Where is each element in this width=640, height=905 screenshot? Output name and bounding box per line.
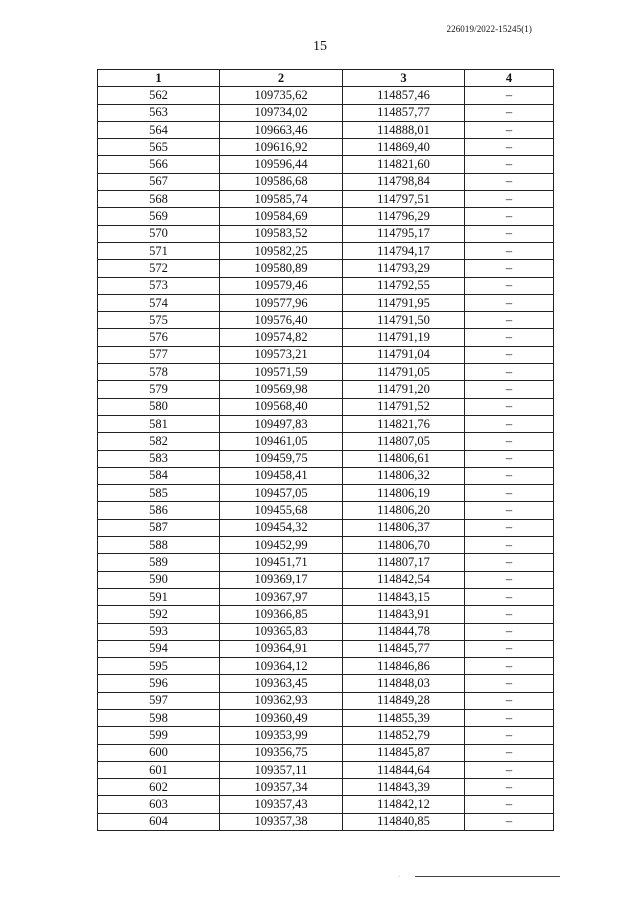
note-cell: –: [465, 761, 554, 778]
note-cell: –: [465, 104, 554, 121]
table-row: [98, 658, 554, 675]
note-cell: –: [465, 675, 554, 692]
note-cell: –: [465, 571, 554, 588]
x-coordinate-cell: 109452,99: [220, 537, 343, 554]
point-number-cell: 594: [98, 640, 220, 657]
table-row: [98, 381, 554, 398]
note-cell: –: [465, 173, 554, 190]
x-coordinate-cell: 109455,68: [220, 502, 343, 519]
table-row: [98, 433, 554, 450]
point-number-cell: 602: [98, 779, 220, 796]
point-number-cell: 564: [98, 121, 220, 138]
table-row: [98, 640, 554, 657]
x-coordinate-cell: 109357,38: [220, 813, 343, 830]
table-row: [98, 571, 554, 588]
note-cell: –: [465, 381, 554, 398]
y-coordinate-cell: 114795,17: [343, 225, 465, 242]
table-row: [98, 588, 554, 605]
y-coordinate-cell: 114843,15: [343, 588, 465, 605]
note-cell: –: [465, 277, 554, 294]
point-number-cell: 574: [98, 294, 220, 311]
table-row: [98, 364, 554, 381]
point-number-cell: 583: [98, 450, 220, 467]
point-number-cell: 567: [98, 173, 220, 190]
note-cell: –: [465, 87, 554, 104]
note-cell: –: [465, 450, 554, 467]
note-cell: –: [465, 502, 554, 519]
point-number-cell: 563: [98, 104, 220, 121]
table-row: [98, 294, 554, 311]
x-coordinate-cell: 109580,89: [220, 260, 343, 277]
note-cell: –: [465, 606, 554, 623]
table-row: [98, 675, 554, 692]
y-coordinate-cell: 114842,12: [343, 796, 465, 813]
x-coordinate-cell: 109357,11: [220, 761, 343, 778]
point-number-cell: 586: [98, 502, 220, 519]
note-cell: –: [465, 467, 554, 484]
x-coordinate-cell: 109363,45: [220, 675, 343, 692]
note-cell: –: [465, 242, 554, 259]
x-coordinate-cell: 109364,12: [220, 658, 343, 675]
y-coordinate-cell: 114794,17: [343, 242, 465, 259]
note-cell: –: [465, 312, 554, 329]
y-coordinate-cell: 114798,84: [343, 173, 465, 190]
x-coordinate-cell: 109457,05: [220, 485, 343, 502]
table-row: [98, 277, 554, 294]
note-cell: –: [465, 225, 554, 242]
note-cell: –: [465, 485, 554, 502]
table-row: [98, 467, 554, 484]
table-row: [98, 450, 554, 467]
x-coordinate-cell: 109369,17: [220, 571, 343, 588]
x-coordinate-cell: 109356,75: [220, 744, 343, 761]
note-cell: –: [465, 260, 554, 277]
column-header: 3: [343, 70, 465, 87]
y-coordinate-cell: 114791,19: [343, 329, 465, 346]
point-number-cell: 569: [98, 208, 220, 225]
note-cell: –: [465, 658, 554, 675]
y-coordinate-cell: 114855,39: [343, 709, 465, 726]
x-coordinate-cell: 109360,49: [220, 709, 343, 726]
x-coordinate-cell: 109497,83: [220, 415, 343, 432]
note-cell: –: [465, 640, 554, 657]
y-coordinate-cell: 114821,60: [343, 156, 465, 173]
point-number-cell: 571: [98, 242, 220, 259]
note-cell: –: [465, 519, 554, 536]
point-number-cell: 562: [98, 87, 220, 104]
point-number-cell: 582: [98, 433, 220, 450]
x-coordinate-cell: 109735,62: [220, 87, 343, 104]
y-coordinate-cell: 114791,50: [343, 312, 465, 329]
y-coordinate-cell: 114791,20: [343, 381, 465, 398]
x-coordinate-cell: 109458,41: [220, 467, 343, 484]
x-coordinate-cell: 109576,40: [220, 312, 343, 329]
x-coordinate-cell: 109357,43: [220, 796, 343, 813]
table-row: [98, 519, 554, 536]
y-coordinate-cell: 114849,28: [343, 692, 465, 709]
point-number-cell: 577: [98, 346, 220, 363]
table-row: [98, 485, 554, 502]
x-coordinate-cell: 109366,85: [220, 606, 343, 623]
table-row: [98, 398, 554, 415]
point-number-cell: 587: [98, 519, 220, 536]
point-number-cell: 573: [98, 277, 220, 294]
x-coordinate-cell: 109586,68: [220, 173, 343, 190]
point-number-cell: 592: [98, 606, 220, 623]
y-coordinate-cell: 114791,05: [343, 364, 465, 381]
x-coordinate-cell: 109584,69: [220, 208, 343, 225]
point-number-cell: 579: [98, 381, 220, 398]
x-coordinate-cell: 109454,32: [220, 519, 343, 536]
note-cell: –: [465, 813, 554, 830]
y-coordinate-cell: 114797,51: [343, 191, 465, 208]
note-cell: –: [465, 554, 554, 571]
note-cell: –: [465, 744, 554, 761]
note-cell: –: [465, 346, 554, 363]
x-coordinate-cell: 109583,52: [220, 225, 343, 242]
y-coordinate-cell: 114796,29: [343, 208, 465, 225]
y-coordinate-cell: 114821,76: [343, 415, 465, 432]
point-number-cell: 603: [98, 796, 220, 813]
point-number-cell: 575: [98, 312, 220, 329]
y-coordinate-cell: 114845,77: [343, 640, 465, 657]
y-coordinate-cell: 114791,52: [343, 398, 465, 415]
column-header: 2: [220, 70, 343, 87]
y-coordinate-cell: 114857,77: [343, 104, 465, 121]
table-body: [98, 87, 554, 831]
point-number-cell: 597: [98, 692, 220, 709]
table-row: [98, 121, 554, 138]
y-coordinate-cell: 114846,86: [343, 658, 465, 675]
note-cell: –: [465, 121, 554, 138]
table-row: [98, 502, 554, 519]
x-coordinate-cell: 109616,92: [220, 139, 343, 156]
table-row: [98, 554, 554, 571]
x-coordinate-cell: 109574,82: [220, 329, 343, 346]
table-row: [98, 260, 554, 277]
table-row: [98, 139, 554, 156]
y-coordinate-cell: 114843,91: [343, 606, 465, 623]
point-number-cell: 580: [98, 398, 220, 415]
table-row: [98, 312, 554, 329]
y-coordinate-cell: 114845,87: [343, 744, 465, 761]
note-cell: –: [465, 588, 554, 605]
x-coordinate-cell: 109461,05: [220, 433, 343, 450]
note-cell: –: [465, 156, 554, 173]
point-number-cell: 590: [98, 571, 220, 588]
y-coordinate-cell: 114793,29: [343, 260, 465, 277]
table-header-row: [98, 70, 554, 87]
note-cell: –: [465, 727, 554, 744]
coordinates-table: [97, 69, 554, 831]
table-row: [98, 191, 554, 208]
point-number-cell: 593: [98, 623, 220, 640]
note-cell: –: [465, 709, 554, 726]
x-coordinate-cell: 109663,46: [220, 121, 343, 138]
table-row: [98, 623, 554, 640]
point-number-cell: 576: [98, 329, 220, 346]
point-number-cell: 604: [98, 813, 220, 830]
x-coordinate-cell: 109357,34: [220, 779, 343, 796]
table-row: [98, 329, 554, 346]
point-number-cell: 581: [98, 415, 220, 432]
note-cell: –: [465, 191, 554, 208]
y-coordinate-cell: 114852,79: [343, 727, 465, 744]
table-row: [98, 346, 554, 363]
note-cell: –: [465, 398, 554, 415]
y-coordinate-cell: 114791,04: [343, 346, 465, 363]
note-cell: –: [465, 294, 554, 311]
x-coordinate-cell: 109364,91: [220, 640, 343, 657]
y-coordinate-cell: 114806,19: [343, 485, 465, 502]
point-number-cell: 585: [98, 485, 220, 502]
table-row: [98, 415, 554, 432]
x-coordinate-cell: 109362,93: [220, 692, 343, 709]
x-coordinate-cell: 109353,99: [220, 727, 343, 744]
y-coordinate-cell: 114869,40: [343, 139, 465, 156]
table-row: [98, 779, 554, 796]
x-coordinate-cell: 109459,75: [220, 450, 343, 467]
point-number-cell: 588: [98, 537, 220, 554]
document-registration-code: 226019/2022-15245(1): [446, 24, 532, 34]
table-row: [98, 242, 554, 259]
y-coordinate-cell: 114792,55: [343, 277, 465, 294]
note-cell: –: [465, 623, 554, 640]
table-row: [98, 727, 554, 744]
table-row: [98, 225, 554, 242]
point-number-cell: 600: [98, 744, 220, 761]
page-number: 15: [313, 39, 327, 54]
note-cell: –: [465, 329, 554, 346]
point-number-cell: 595: [98, 658, 220, 675]
y-coordinate-cell: 114791,95: [343, 294, 465, 311]
x-coordinate-cell: 109596,44: [220, 156, 343, 173]
note-cell: –: [465, 208, 554, 225]
table-row: [98, 208, 554, 225]
table-row: [98, 606, 554, 623]
x-coordinate-cell: 109569,98: [220, 381, 343, 398]
x-coordinate-cell: 109573,21: [220, 346, 343, 363]
table-row: [98, 761, 554, 778]
column-header: 1: [98, 70, 220, 87]
table-row: [98, 173, 554, 190]
note-cell: –: [465, 537, 554, 554]
y-coordinate-cell: 114848,03: [343, 675, 465, 692]
x-coordinate-cell: 109582,25: [220, 242, 343, 259]
y-coordinate-cell: 114806,20: [343, 502, 465, 519]
footer-rule: [415, 876, 560, 877]
note-cell: –: [465, 415, 554, 432]
note-cell: –: [465, 796, 554, 813]
x-coordinate-cell: 109577,96: [220, 294, 343, 311]
table-row: [98, 692, 554, 709]
point-number-cell: 578: [98, 364, 220, 381]
point-number-cell: 599: [98, 727, 220, 744]
x-coordinate-cell: 109367,97: [220, 588, 343, 605]
point-number-cell: 589: [98, 554, 220, 571]
footer-mark: ·: [398, 874, 400, 880]
y-coordinate-cell: 114888,01: [343, 121, 465, 138]
table-row: [98, 87, 554, 104]
table-row: [98, 709, 554, 726]
y-coordinate-cell: 114844,64: [343, 761, 465, 778]
note-cell: –: [465, 139, 554, 156]
point-number-cell: 584: [98, 467, 220, 484]
column-header: 4: [465, 70, 554, 87]
y-coordinate-cell: 114807,17: [343, 554, 465, 571]
table-row: [98, 156, 554, 173]
y-coordinate-cell: 114807,05: [343, 433, 465, 450]
y-coordinate-cell: 114806,37: [343, 519, 465, 536]
note-cell: –: [465, 364, 554, 381]
point-number-cell: 572: [98, 260, 220, 277]
y-coordinate-cell: 114806,70: [343, 537, 465, 554]
table-row: [98, 813, 554, 830]
y-coordinate-cell: 114857,46: [343, 87, 465, 104]
point-number-cell: 566: [98, 156, 220, 173]
point-number-cell: 596: [98, 675, 220, 692]
y-coordinate-cell: 114844,78: [343, 623, 465, 640]
table-row: [98, 744, 554, 761]
point-number-cell: 565: [98, 139, 220, 156]
y-coordinate-cell: 114840,85: [343, 813, 465, 830]
y-coordinate-cell: 114806,61: [343, 450, 465, 467]
x-coordinate-cell: 109585,74: [220, 191, 343, 208]
y-coordinate-cell: 114806,32: [343, 467, 465, 484]
point-number-cell: 568: [98, 191, 220, 208]
table-row: [98, 796, 554, 813]
x-coordinate-cell: 109568,40: [220, 398, 343, 415]
point-number-cell: 570: [98, 225, 220, 242]
note-cell: –: [465, 692, 554, 709]
point-number-cell: 591: [98, 588, 220, 605]
table-row: [98, 537, 554, 554]
y-coordinate-cell: 114843,39: [343, 779, 465, 796]
point-number-cell: 601: [98, 761, 220, 778]
x-coordinate-cell: 109571,59: [220, 364, 343, 381]
x-coordinate-cell: 109579,46: [220, 277, 343, 294]
point-number-cell: 598: [98, 709, 220, 726]
x-coordinate-cell: 109365,83: [220, 623, 343, 640]
note-cell: –: [465, 779, 554, 796]
note-cell: –: [465, 433, 554, 450]
x-coordinate-cell: 109734,02: [220, 104, 343, 121]
table-row: [98, 104, 554, 121]
x-coordinate-cell: 109451,71: [220, 554, 343, 571]
y-coordinate-cell: 114842,54: [343, 571, 465, 588]
